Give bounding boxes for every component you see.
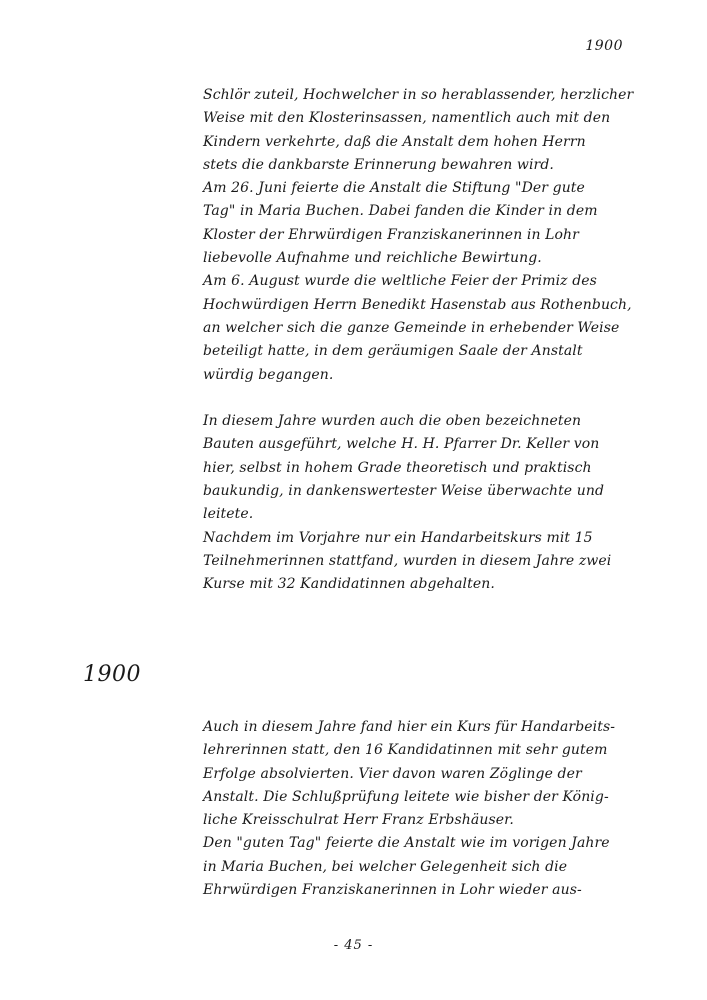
text-line: Am 26. Juni feierte die Anstalt die Stiftung "Der gute [203, 180, 585, 197]
text-line: lehrerinnen statt, den 16 Kandidatinnen mit sehr gutem [203, 742, 608, 759]
text-line: stets die dankbarste Erinnerung bewahren wird. [203, 156, 554, 173]
text-line: Nachdem im Vorjahre nur ein Handarbeitskurs mit 15 [203, 529, 593, 546]
text-line: Hochwürdigen Herrn Benedikt Hasenstab aus Rothenbuch, [203, 296, 632, 313]
text-line: Teilnehmerinnen stattfand, wurden in diesem Jahre zwei [203, 552, 612, 569]
text-line: Am 6. August wurde die weltliche Feier der Primiz des [203, 273, 597, 290]
year-heading: 1900 [83, 662, 141, 687]
text-line: Tag" in Maria Buchen. Dabei fanden die Kinder in dem [203, 203, 598, 220]
text-line: In diesem Jahre wurden auch die oben bezeichneten [203, 413, 582, 430]
running-head-year: 1900 [585, 38, 623, 54]
text-line: Kloster der Ehrwürdigen Franziskanerinnen in Lohr [203, 226, 579, 243]
text-line: Erfolge absolvierten. Vier davon waren Zöglinge der [203, 765, 582, 782]
blank-line [203, 387, 623, 410]
text-line: beteiligt hatte, in dem geräumigen Saale der Anstalt [203, 343, 583, 360]
paragraph-block-2 [203, 716, 623, 902]
text-line: baukundig, in dankenswertester Weise überwachte und [203, 483, 605, 500]
text-line: leitete. [203, 506, 254, 523]
text-line: hier, selbst in hohem Grade theoretisch und praktisch [203, 459, 592, 476]
text-line: in Maria Buchen, bei welcher Gelegenheit sich die [203, 858, 568, 875]
text-line: Anstalt. Die Schlußprüfung leitete wie bisher der König- [203, 788, 609, 805]
text-line: Weise mit den Klosterinsassen, namentlich auch mit den [203, 110, 611, 127]
text-line: liebevolle Aufnahme und reichliche Bewirtung. [203, 250, 542, 267]
text-line: Kurse mit 32 Kandidatinnen abgehalten. [203, 576, 495, 593]
text-line: Auch in diesem Jahre fand hier ein Kurs für Handarbeits- [203, 719, 616, 735]
page-number: - 45 - [333, 938, 374, 953]
text-line: Den "guten Tag" feierte die Anstalt wie im vorigen Jahre [203, 835, 610, 852]
text-line: Ehrwürdigen Franziskanerinnen in Lohr wieder aus- [203, 882, 582, 899]
paragraph-block-1 [203, 84, 634, 597]
text-line: an welcher sich die ganze Gemeinde in erhebender Weise [203, 319, 620, 336]
text-line: Kindern verkehrte, daß die Anstalt dem hohen Herrn [203, 133, 586, 150]
text-line: Bauten ausgeführt, welche H. H. Pfarrer Dr. Keller von [203, 436, 600, 453]
text-line: Schlör zuteil, Hochwelcher in so herablassender, herzlicher [203, 87, 634, 103]
text-line: würdig begangen. [203, 366, 334, 383]
text-line: liche Kreisschulrat Herr Franz Erbshäuser. [203, 812, 514, 829]
